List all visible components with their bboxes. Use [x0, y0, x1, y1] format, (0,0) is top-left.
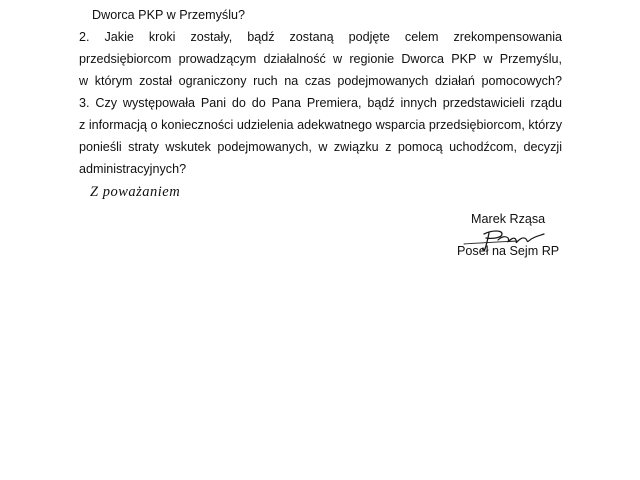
text-line-5: 3. Czy występowała Pani do do Pana Premiera, bądź innych przedstawicieli rządu	[79, 96, 562, 110]
text-line-1: Dworca PKP w Przemyślu?	[92, 8, 246, 22]
signatory-name: Marek Rząsa	[471, 212, 546, 226]
signatory-title: Poseł na Sejm RP	[457, 244, 560, 258]
text-line-8: administracyjnych?	[79, 162, 187, 176]
text-line-7: ponieśli straty wskutek podejmowanych, w związku z pomocą uchodźcom, decyzji	[79, 140, 562, 154]
text-line-2: 2. Jakie kroki zostały, bądź zostaną podjęte celem zrekompensowania	[79, 30, 562, 44]
text-line-3: przedsiębiorcom prowadzącym działalność w regionie Dworca PKP w Przemyślu,	[79, 52, 562, 66]
text-line-4: w którym został ograniczony ruch na czas podejmowanych działań pomocowych?	[79, 74, 562, 88]
text-line-6: z informacją o konieczności udzielenia adekwatnego wsparcia przedsiębiorcom, którzy	[79, 118, 562, 132]
closing-phrase: Z poważaniem	[90, 184, 181, 200]
